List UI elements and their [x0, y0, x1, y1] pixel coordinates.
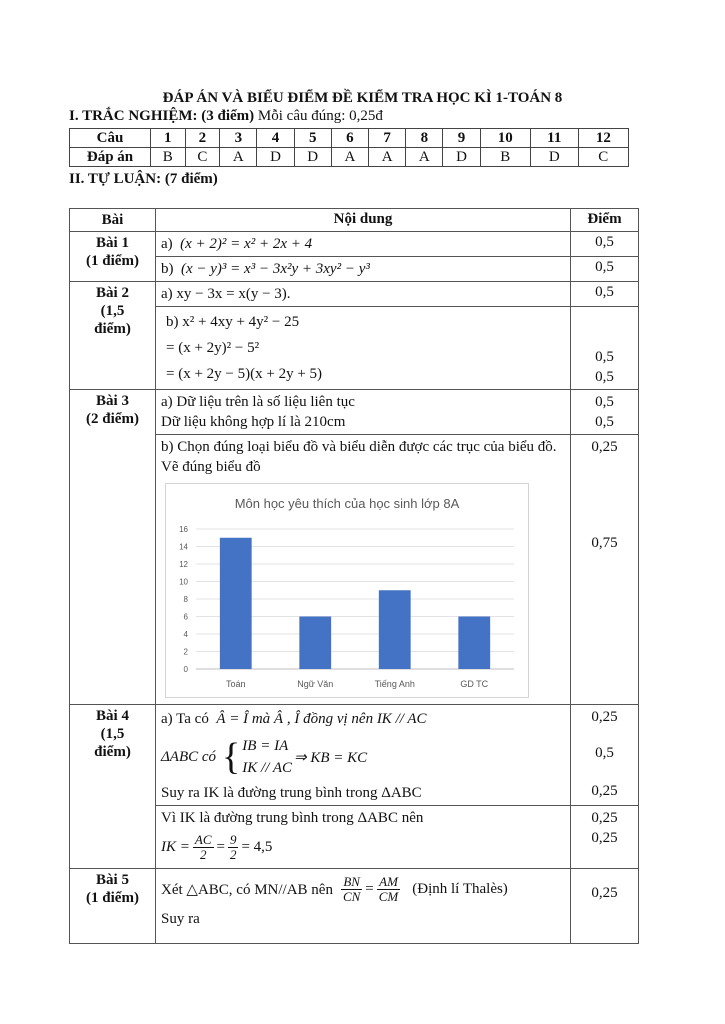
header-noidung: Nội dung — [156, 209, 571, 232]
bai2-a-points: 0,5 — [571, 282, 639, 307]
question-number: 12 — [578, 129, 628, 148]
section-1-heading — [69, 108, 383, 125]
question-number: 7 — [369, 129, 406, 148]
bai1-row-b — [70, 257, 639, 282]
bai5-line2: Suy ra — [161, 911, 200, 927]
bai3-a-line2: Dữ liệu không hợp lí là 210cm — [161, 414, 346, 430]
bai3-b-points-cell — [571, 435, 639, 705]
bai3-row-b — [70, 435, 639, 705]
fraction-denominator: CM — [378, 888, 399, 904]
bai3-a-points-2: 0,5 — [595, 414, 614, 430]
fraction-bn-over-cn — [341, 875, 362, 904]
bai1-score: (1 điểm) — [86, 253, 139, 269]
bai4-b2-rhs: = 4,5 — [241, 838, 273, 855]
section-2-label: II. TỰ LUẬN — [69, 171, 157, 187]
bai3-b-points-2: 0,75 — [591, 535, 618, 551]
bai4-a1-math: Â = Î mà Â , Î đồng vị nên IK // AC — [216, 711, 427, 727]
y-tick-label: 6 — [183, 612, 188, 622]
bai3-name: Bài 3 — [96, 393, 129, 409]
answer-letter: D — [530, 148, 578, 167]
fraction-numerator: AM — [377, 875, 401, 890]
answer-key-row-label: Câu — [70, 129, 151, 148]
bai2-label-cell — [70, 282, 156, 390]
bar — [379, 590, 411, 669]
fraction-9-over-2 — [228, 833, 239, 862]
bai1-a-expr: (x + 2)² = x² + 2x + 4 — [180, 236, 313, 252]
question-number: 5 — [294, 129, 331, 148]
bai4-a-points-cell — [571, 705, 639, 806]
x-tick-label: Ngữ Văn — [297, 679, 334, 689]
bai3-b-line2: Vẽ đúng biểu đồ — [161, 459, 261, 475]
x-tick-label: GD TC — [460, 679, 489, 689]
bar — [299, 617, 331, 670]
y-tick-label: 4 — [183, 630, 188, 639]
bai4-row-b — [70, 806, 639, 869]
section-1-label: I. TRẮC NGHIỆM — [69, 108, 193, 124]
bai3-score: (2 điểm) — [86, 411, 139, 427]
answer-letter: A — [406, 148, 443, 167]
header-diem: Điểm — [571, 209, 639, 232]
bai1-name: Bài 1 — [96, 235, 129, 251]
section-2-points: : (7 điểm) — [156, 171, 218, 187]
bai4-label-cell — [70, 705, 156, 869]
fraction-am-over-cm — [377, 875, 401, 904]
bai1-a-points: 0,5 — [571, 232, 639, 257]
bai1-a-label: a) — [161, 236, 173, 252]
bai1-b-label: b) — [161, 261, 174, 277]
fraction-numerator: 9 — [229, 831, 237, 847]
bai3-a-points-1: 0,5 — [595, 394, 614, 410]
bai4-a-points-3: 0,25 — [591, 783, 618, 799]
bai1-row-a — [70, 232, 639, 257]
table-header-row — [70, 209, 639, 232]
bai4-score: (1,5 điểm) — [94, 726, 131, 760]
bai2-b-line1: b) x² + 4xy + 4y² − 25 — [166, 314, 300, 330]
bai4-row-a — [70, 705, 639, 806]
bar — [458, 617, 490, 670]
question-number: 2 — [185, 129, 220, 148]
fraction-ac-over-2 — [193, 833, 214, 862]
bai4-a-points-2: 0,5 — [595, 745, 614, 761]
bai4-name: Bài 4 — [96, 708, 129, 724]
bai1-label-cell — [70, 232, 156, 282]
bai5-content — [156, 869, 571, 944]
bai3-row-a — [70, 390, 639, 435]
bai2-score: (1,5 điểm) — [94, 303, 131, 337]
question-number: 3 — [220, 129, 257, 148]
answer-key-row-label: Đáp án — [70, 148, 151, 167]
bai2-name: Bài 2 — [96, 285, 129, 301]
bai1-a-content — [156, 232, 571, 257]
answer-letter: A — [369, 148, 406, 167]
answer-letter: B — [151, 148, 186, 167]
bai4-b2-formula — [161, 828, 565, 866]
brace-icon: { — [222, 736, 241, 778]
bai1-b-points: 0,5 — [571, 257, 639, 282]
fraction-denominator: 2 — [229, 846, 237, 862]
bai2-a-text: a) xy − 3x = x(y − 3). — [161, 286, 291, 302]
question-number: 10 — [480, 129, 530, 148]
bai2-b-content — [156, 307, 571, 390]
bai2-b-line2: = (x + 2y)² − 5² — [166, 340, 260, 356]
bai2-a-content — [156, 282, 571, 307]
bai5-row — [70, 869, 639, 944]
bai4-b-points-1: 0,25 — [591, 810, 618, 826]
bai5-l1-suffix: (Định lí Thalès) — [412, 880, 508, 897]
bai4-a2-left: ΔABC có — [161, 748, 217, 765]
bai1-b-expr: (x − y)³ = x³ − 3x²y + 3xy² − y³ — [181, 261, 370, 277]
bai3-b-points-1: 0,25 — [591, 439, 618, 455]
header-bai: Bài — [70, 209, 156, 232]
bai3-label-cell — [70, 390, 156, 705]
question-number: 8 — [406, 129, 443, 148]
bai4-a2-right: ⇒ KB = KC — [294, 749, 368, 766]
answer-letter: D — [257, 148, 294, 167]
fraction-denominator: CN — [342, 888, 361, 904]
bar-chart — [165, 483, 529, 698]
bai4-a2-system — [161, 731, 565, 783]
answer-key-row-questions — [70, 129, 629, 148]
x-tick-label: Toán — [225, 679, 246, 689]
bai4-b-points-2: 0,25 — [591, 830, 618, 846]
bar — [220, 538, 252, 669]
bai4-b-points-cell — [571, 806, 639, 869]
y-tick-label: 16 — [179, 525, 188, 534]
answer-letter: B — [480, 148, 530, 167]
answer-letter: C — [185, 148, 220, 167]
bai2-b-points-2: 0,5 — [595, 369, 614, 385]
bai4-b-content — [156, 806, 571, 869]
answer-letter: A — [220, 148, 257, 167]
bai4-b1: Vì IK là đường trung bình trong ΔABC nên — [161, 810, 424, 826]
answer-letter: A — [331, 148, 368, 167]
question-number: 1 — [151, 129, 186, 148]
bai5-l1-prefix: Xét △ABC, có MN//AB nên — [161, 881, 333, 898]
y-tick-label: 2 — [183, 647, 188, 657]
bai2-b-points-1: 0,5 — [595, 349, 614, 365]
x-tick-label: Tiếng Anh — [374, 679, 415, 689]
bai2-b-points-cell — [571, 307, 639, 390]
bai3-a-points-cell — [571, 390, 639, 435]
fraction-numerator: AC — [194, 831, 212, 847]
bai5-l1-eq: = — [365, 880, 374, 897]
bai2-row-a — [70, 282, 639, 307]
answer-letter: D — [294, 148, 331, 167]
bai3-a-line1: a) Dữ liệu trên là số liệu liên tục — [161, 394, 355, 410]
y-tick-label: 14 — [179, 542, 188, 552]
bar-chart-svg — [166, 484, 528, 697]
chart-title: Môn học yêu thích của học sinh lớp 8A — [234, 496, 460, 511]
bai3-b-content — [156, 435, 571, 705]
bai4-a-content — [156, 705, 571, 806]
bai4-a2-brace2: IK // AC — [242, 760, 293, 776]
y-tick-label: 0 — [183, 665, 188, 674]
bai5-label-cell — [70, 869, 156, 944]
bai3-b-line1: b) Chọn đúng loại biểu đồ và biểu diễn được các trục của biểu đồ. — [161, 439, 557, 455]
y-tick-label: 10 — [179, 577, 188, 587]
y-tick-label: 8 — [183, 595, 188, 604]
question-number: 4 — [257, 129, 294, 148]
question-number: 11 — [530, 129, 578, 148]
question-number: 9 — [443, 129, 480, 148]
fraction-numerator: BN — [341, 875, 362, 890]
page-title: ĐÁP ÁN VÀ BIỂU ĐIỂM ĐỀ KIỂM TRA HỌC KÌ 1-TOÁN 8 — [162, 90, 563, 106]
answer-key-table — [69, 128, 629, 167]
bai5-score: (1 điểm) — [86, 890, 139, 906]
answer-letter: C — [578, 148, 628, 167]
bai4-a1-prefix: a) Ta có — [161, 711, 209, 727]
bai3-a-content — [156, 390, 571, 435]
bai1-b-content — [156, 257, 571, 282]
question-number: 6 — [331, 129, 368, 148]
bai5-line1 — [161, 871, 565, 907]
y-tick-label: 12 — [179, 560, 188, 569]
bai4-b2-lhs: IK = — [161, 838, 190, 855]
bai5-name: Bài 5 — [96, 872, 129, 888]
bai5-points-cell — [571, 869, 639, 944]
bai4-a-points-1: 0,25 — [591, 709, 618, 725]
answer-letter: D — [443, 148, 480, 167]
bai4-a3: Suy ra IK là đường trung bình trong ΔABC — [161, 785, 422, 801]
section-2-heading — [69, 171, 218, 188]
section-1-note: Mỗi câu đúng: 0,25đ — [254, 108, 383, 124]
bai4-b2-eq: = — [216, 838, 225, 855]
bai5-points: 0,25 — [591, 885, 618, 901]
bai2-row-b — [70, 307, 639, 390]
essay-answer-table — [69, 208, 639, 944]
answer-key-row-answers — [70, 148, 629, 167]
fraction-denominator: 2 — [199, 846, 207, 862]
section-1-points: : (3 điểm) — [192, 108, 255, 124]
bai4-a2-brace1: IB = IA — [242, 738, 289, 754]
bai2-b-line3: = (x + 2y − 5)(x + 2y + 5) — [166, 366, 323, 382]
